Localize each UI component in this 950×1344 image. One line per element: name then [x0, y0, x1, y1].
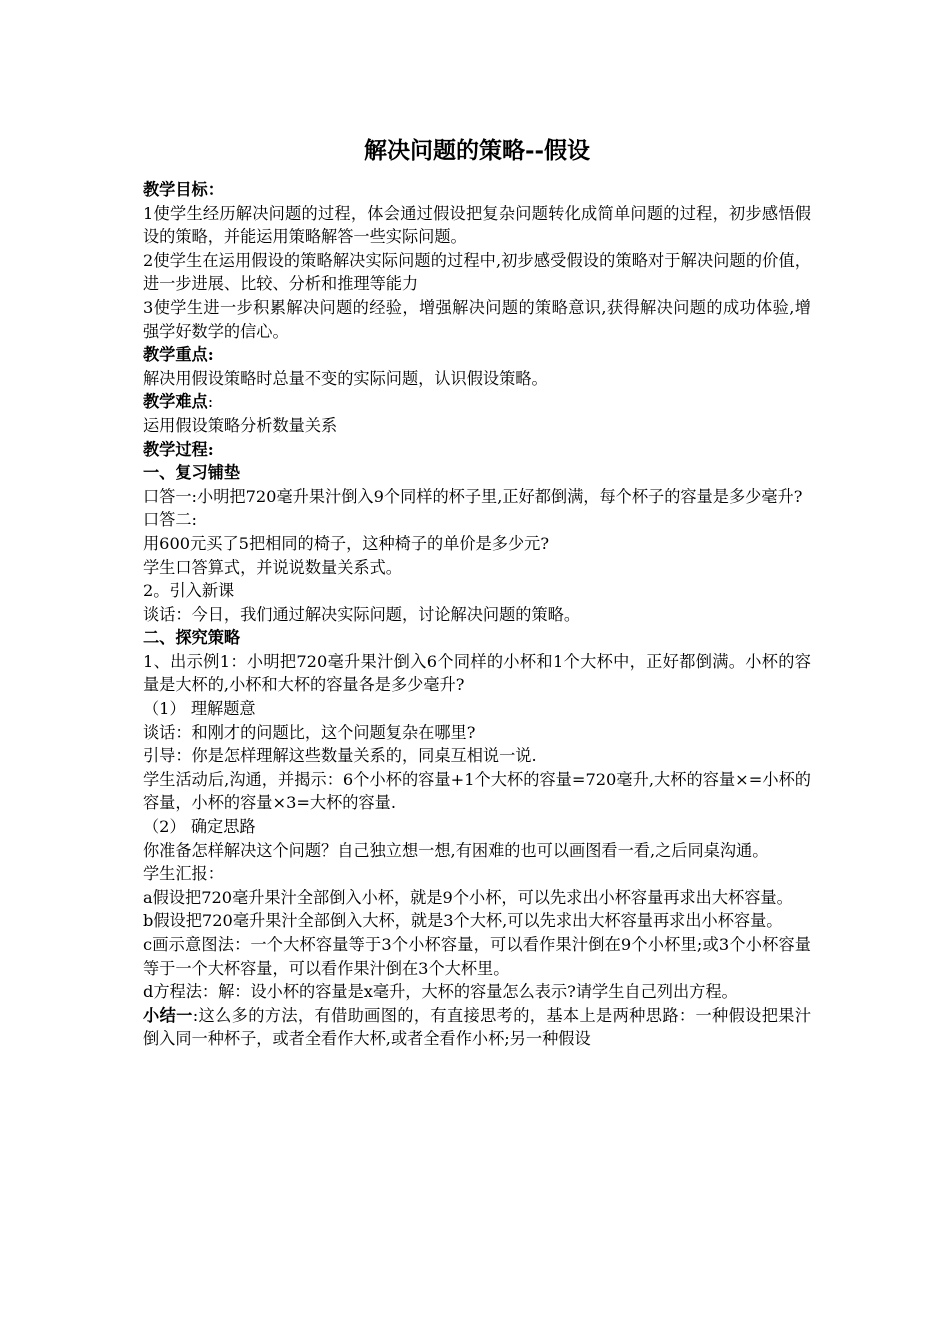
- talk-today: 谈话：今日，我们通过解决实际问题，讨论解决问题的策略。: [143, 604, 581, 624]
- heading-objectives: 教学目标：: [143, 180, 224, 199]
- student-report-label: 学生汇报：: [143, 864, 224, 884]
- section-2-heading: 二、探究策略: [143, 628, 241, 648]
- difficulty-heading-line: [143, 390, 811, 414]
- summary-1: [143, 1004, 811, 1051]
- summary-1-text: :这么多的方法，有借助画图的，有直接思考的，基本上是两种思路：一种假设把果汁倒入同一种杯子，或者全看作大杯,或者全看作小杯;另一种假设: [143, 1005, 812, 1049]
- step-2-approach: （2） 确定思路: [143, 817, 256, 837]
- difficulty-colon: :: [207, 392, 214, 412]
- student-oral-answer: 学生口答算式，并说说数量关系式。: [143, 557, 402, 577]
- oral-question-2: 用600元买了5把相同的椅子，这种椅子的单价是多少元?: [143, 533, 549, 553]
- example-1: 1、出示例1：小明把720毫升果汁倒入6个同样的小杯和1个大杯中，正好都倒满。小杯的容量是大杯的,小杯和大杯的容量各是多少毫升?: [143, 651, 811, 695]
- oral-question-1: 口答一:小明把720毫升果汁倒入9个同样的杯子里,正好都倒满，每个杯子的容量是多少毫升?: [143, 486, 803, 506]
- document-page: [143, 130, 811, 1051]
- guide-question: 引导：你是怎样理解这些数量关系的，同桌互相说一说.: [143, 746, 537, 766]
- student-activity: 学生活动后,沟通，并揭示：6个小杯的容量+1个大杯的容量=720毫升,大杯的容量×=小杯的容量，小杯的容量×3=大杯的容量.: [143, 769, 811, 813]
- oral-question-2-label: 口答二:: [143, 510, 198, 530]
- report-a: a假设把720毫升果汁全部倒入小杯，就是9个小杯，可以先求出小杯容量再求出大杯容量。: [143, 887, 793, 907]
- heading-process: 教学过程:: [143, 439, 214, 459]
- heading-key-points: 教学重点:: [143, 345, 214, 365]
- approach-question: 你准备怎样解决这个问题？自己独立想一想,有困难的也可以画图看一看,之后同桌沟通。: [143, 840, 769, 860]
- objective-1: 1使学生经历解决问题的过程，体会通过假设把复杂问题转化成简单问题的过程，初步感悟假设的策略，并能运用策略解答一些实际问题。: [143, 203, 811, 247]
- objective-2: 2使学生在运用假设的策略解决实际问题的过程中,初步感受假设的策略对于解决问题的价值，进一步进展、比较、分析和推理等能力: [143, 250, 811, 294]
- report-b: b假设把720毫升果汁全部倒入大杯，就是3个大杯,可以先求出大杯容量再求出小杯容量。: [143, 911, 783, 931]
- step-1-understand: （1） 理解题意: [143, 699, 256, 719]
- summary-1-label: 小结一: [143, 1005, 193, 1025]
- intro-new-lesson: 2。引入新课: [143, 581, 235, 601]
- objective-3: 3使学生进一步积累解决问题的经验，增强解决问题的策略意识,获得解决问题的成功体验,增强学好数学的信心。: [143, 297, 811, 341]
- report-d: d方程法：解：设小杯的容量是x毫升，大杯的容量怎么表示?请学生自己列出方程。: [143, 982, 738, 1002]
- difficulty-text: 运用假设策略分析数量关系: [143, 415, 338, 435]
- report-c: c画示意图法：一个大杯容量等于3个小杯容量，可以看作果汁倒在9个小杯里;或3个小杯容量等于一个大杯容量，可以看作果汁倒在3个大杯里。: [143, 935, 811, 978]
- heading-difficulty: 教学难点: [143, 392, 208, 412]
- section-1-heading: 一、复习铺垫: [143, 463, 241, 483]
- key-points-text: 解决用假设策略时总量不变的实际问题，认识假设策略。: [143, 368, 548, 388]
- document-title: 解决问题的策略--假设: [363, 137, 591, 164]
- talk-compare: 谈话：和刚才的问题比，这个问题复杂在哪里?: [143, 722, 476, 742]
